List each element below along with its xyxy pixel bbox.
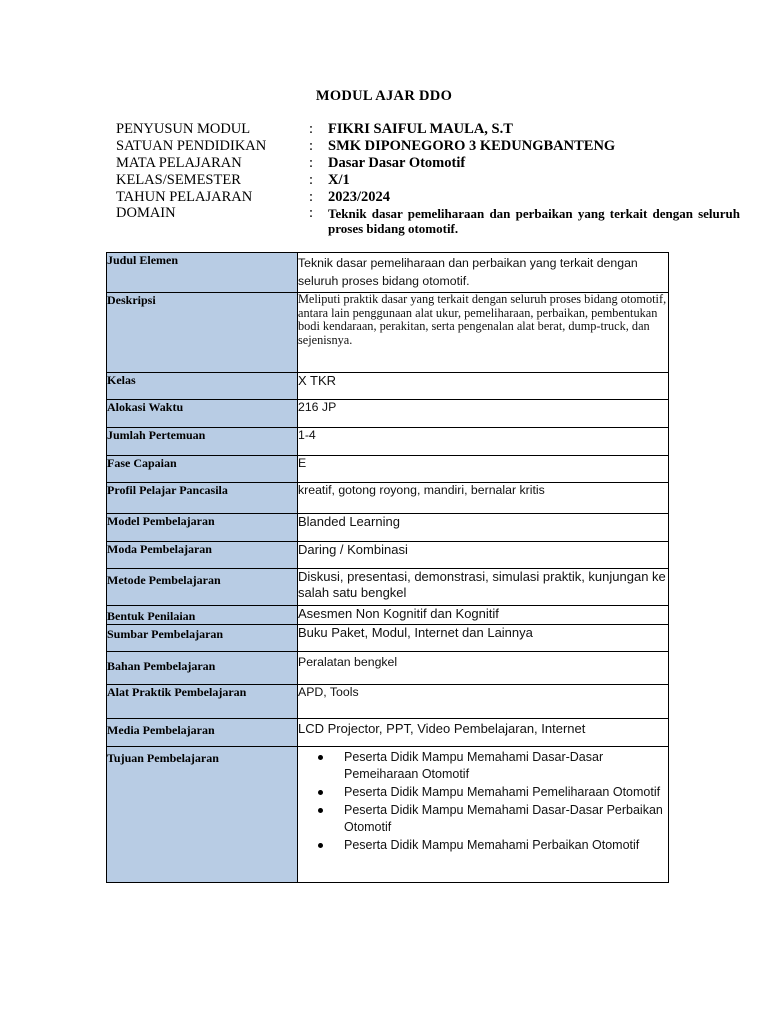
- table-row: [107, 652, 669, 685]
- table-row: [107, 685, 669, 719]
- header-colon: :: [309, 205, 314, 221]
- table-row: [107, 400, 669, 428]
- header-value: X/1: [328, 172, 350, 188]
- header-colon: :: [309, 138, 314, 154]
- list-item: Peserta Didik Mampu Memahami Dasar-Dasar Perbaikan Otomotif: [338, 802, 668, 836]
- row-label: Fase Capaian: [107, 456, 298, 483]
- table-row: [107, 428, 669, 456]
- row-label: Media Pembelajaran: [107, 719, 298, 747]
- table-row: [107, 373, 669, 400]
- header-value-domain: Teknik dasar pemeliharaan dan perbaikan yang terkait dengan seluruh proses bidang otomotif.: [328, 206, 740, 236]
- header-colon: :: [309, 172, 314, 188]
- header-label: MATA PELAJARAN: [116, 155, 242, 171]
- header-colon: :: [309, 189, 314, 205]
- row-value: Peralatan bengkel: [298, 652, 669, 685]
- table-row: [107, 719, 669, 747]
- row-label: Sumbar Pembelajaran: [107, 625, 298, 652]
- row-label: Alat Praktik Pembelajaran: [107, 685, 298, 719]
- module-info-table: [106, 252, 669, 883]
- header-value: FIKRI SAIFUL MAULA, S.T: [328, 121, 513, 137]
- row-label: Moda Pembelajaran: [107, 542, 298, 569]
- row-value: E: [298, 456, 669, 483]
- row-value: 1-4: [298, 428, 669, 456]
- row-label: Jumlah Pertemuan: [107, 428, 298, 456]
- table-row: [107, 514, 669, 542]
- row-label: Deskripsi: [107, 293, 298, 373]
- header-label: DOMAIN: [116, 205, 176, 221]
- row-label: Bahan Pembelajaran: [107, 652, 298, 685]
- row-value: 216 JP: [298, 400, 669, 428]
- table-row: [107, 293, 669, 373]
- header-value: 2023/2024: [328, 189, 391, 205]
- row-label: Bentuk Penilaian: [107, 606, 298, 625]
- row-value: kreatif, gotong royong, mandiri, bernalar kritis: [298, 483, 669, 514]
- table-row: [107, 625, 669, 652]
- row-label: Model Pembelajaran: [107, 514, 298, 542]
- row-value: Diskusi, presentasi, demonstrasi, simulasi praktik, kunjungan ke salah satu bengkel: [298, 569, 669, 606]
- table-row: [107, 542, 669, 569]
- table-row: [107, 253, 669, 293]
- table-row: [107, 456, 669, 483]
- table-row: [107, 483, 669, 514]
- row-label: Kelas: [107, 373, 298, 400]
- list-item: Peserta Didik Mampu Memahami Dasar-Dasar Pemeiharaan Otomotif: [338, 749, 668, 783]
- header-value: SMK DIPONEGORO 3 KEDUNGBANTENG: [328, 138, 616, 154]
- row-label: Tujuan Pembelajaran: [107, 747, 298, 883]
- row-label: Alokasi Waktu: [107, 400, 298, 428]
- row-value: Meliputi praktik dasar yang terkait dengan seluruh proses bidang otomotif, antara lain penggunaan alat ukur, pemeliharaan, perbaikan, pembentukan bodi kendaraan, perakitan, serta pengenalan alat berat, dump-truck, dan sejenisnya.: [298, 293, 669, 373]
- row-value: Daring / Kombinasi: [298, 542, 669, 569]
- row-value: Blanded Learning: [298, 514, 669, 542]
- header-value: Dasar Dasar Otomotif: [328, 155, 466, 171]
- header-colon: :: [309, 155, 314, 171]
- list-item: Peserta Didik Mampu Memahami Pemeliharaan Otomotif: [338, 784, 668, 801]
- row-label: Profil Pelajar Pancasila: [107, 483, 298, 514]
- row-value: Asesmen Non Kognitif dan Kognitif: [298, 606, 669, 625]
- header-label: PENYUSUN MODUL: [116, 121, 251, 137]
- table-row: [107, 606, 669, 625]
- row-value-goals: [298, 747, 669, 883]
- table-row: [107, 747, 669, 883]
- goals-list: [298, 749, 668, 854]
- row-value: X TKR: [298, 373, 669, 400]
- table-row: [107, 569, 669, 606]
- row-value: LCD Projector, PPT, Video Pembelajaran, Internet: [298, 719, 669, 747]
- row-label: Metode Pembelajaran: [107, 569, 298, 606]
- document-title: MODUL AJAR DDO: [315, 88, 453, 104]
- row-label: Judul Elemen: [107, 253, 298, 293]
- row-value: Teknik dasar pemeliharaan dan perbaikan yang terkait dengan seluruh proses bidang otomotif.: [298, 253, 669, 293]
- header-colon: :: [309, 121, 314, 137]
- row-value: APD, Tools: [298, 685, 669, 719]
- header-label: SATUAN PENDIDIKAN: [116, 138, 267, 154]
- list-item: Peserta Didik Mampu Memahami Perbaikan Otomotif: [338, 837, 668, 854]
- row-value: Buku Paket, Modul, Internet dan Lainnya: [298, 625, 669, 652]
- header-label: TAHUN PELAJARAN: [116, 189, 253, 205]
- header-label: KELAS/SEMESTER: [116, 172, 241, 188]
